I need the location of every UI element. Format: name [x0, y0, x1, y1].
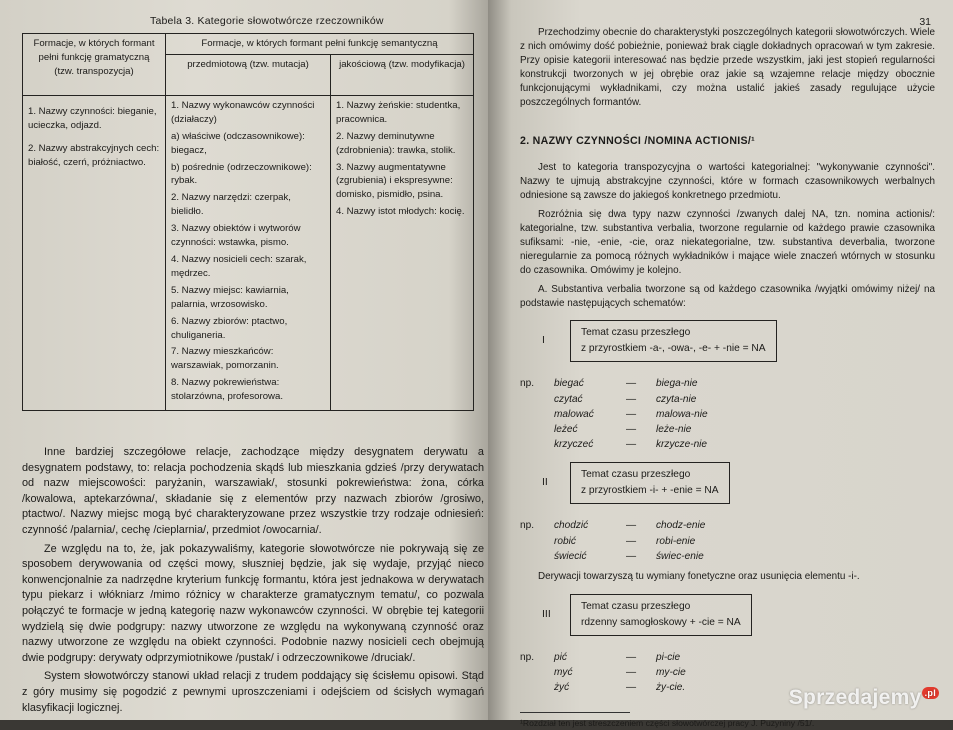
paragraph: A. Substantiva verbalia tworzone są od każdego czasownika /wyjątki omówimy niżej/ na podstawie następujących schematów:	[520, 283, 935, 309]
scheme-line: z przyrostkiem -a-, -owa-, -e- + -nie = NA	[581, 343, 766, 355]
col-mutation	[166, 95, 331, 410]
col-modification	[331, 95, 474, 410]
scheme-box	[542, 462, 935, 504]
dash: —	[625, 393, 637, 405]
noun: czyta-nie	[656, 393, 697, 405]
verb: malować	[554, 408, 594, 420]
list-item: 4. Nazwy istot młodych: kocię.	[336, 206, 465, 218]
dash: —	[625, 378, 637, 390]
np-label: np.	[520, 378, 535, 390]
paragraph: Inne bardziej szczegółowe relacje, zachodzące między desygnatem derywatu a desygnatem podstawy, to: relacja pochodzenia skądś lub mieszkania gdzieś /przy derywatach od nazw miejscowości: paryżanin, warszawiak/, stosunki pokrewieństwa: żona, córka /kowalowa, aptekarzówna/, składanie się z elementów przy nazwach zbiorów /grosiwo, ptactwo/. Nazwy miejsc mogą być charakteryzowane przez wszystkie trzy rodzaje odniesień: czynność /palarnia/, cechę /cieplarnia/, przedmiot /owocarnia/.	[22, 446, 484, 536]
right-page	[488, 0, 953, 728]
verb: chodzić	[554, 520, 589, 532]
categories-table	[22, 33, 474, 411]
paragraph: Jest to kategoria transpozycyjna o wartości kategorialnej: "wykonywanie czynności". Nazwy te ujmują abstrakcyjne czynności, które w formach czasownikowych werbalnych odniesione są zawsze do jakiegoś konkretnego przedmiotu.	[520, 162, 935, 202]
scheme-line: z przyrostkiem -i- + -enie = NA	[581, 485, 719, 497]
verb: myć	[554, 667, 573, 679]
footnote: ¹Rozdział ten jest streszczeniem części słowotwórczej pracy J. Puzyniny /51/.	[520, 717, 815, 728]
noun: robi-enie	[656, 535, 696, 547]
list-item	[520, 665, 935, 680]
verb: żyć	[554, 682, 570, 694]
list-item: 8. Nazwy pokrewieństwa: stolarzówna, profesorowa.	[171, 377, 283, 403]
list-item: 5. Nazwy miejsc: kawiarnia, palarnia, wrzosowisko.	[171, 284, 289, 310]
noun: krzycze-nie	[656, 439, 708, 451]
paragraph: Derywacji towarzyszą tu wymiany fonetyczne oraz usunięcia elementu -i-.	[538, 571, 860, 583]
verb: czytać	[554, 393, 583, 405]
scheme-number: II	[542, 476, 548, 489]
dash: —	[625, 439, 637, 451]
watermark-badge: .pl	[922, 687, 939, 699]
right-body-text	[520, 26, 935, 730]
paragraph: Ze względu na to, że, jak pokazywaliśmy, kategorie słowotwórcze nie pokrywają się ze sposobem derywowania od części mowy, słuszniej będzie, jak się wydaje, przyjąć nieco konwencjonalnie za nadrzędne kryterium funkcję formantu, która jest jednakowa w derywatach typu piekarz i włókniarz /mimo różnicy w charakterze gramatycznym tematu/, co pozwala połączyć te formacje w jedną kategorię nazw wykonawców czynności. W obrębie tej kategorii wydzielą się dwie podgrupy: nazwy utworzone ze względu na wykonywaną czynność oraz nazwy utworzone ze względu na obiekt czynności. Podobnie nazwy nosicieli cech obejmują dwie podgrupy: derywaty odprzymiotnikowe /pustak/ i odrzeczownikowe /druciak/.	[22, 542, 484, 664]
watermark-logo	[789, 686, 939, 710]
scheme-box	[542, 594, 935, 636]
footnote-divider	[520, 712, 630, 713]
verb: krzyczeć	[554, 439, 594, 451]
list-item: 7. Nazwy mieszkańców: warszawiak, pomorzanin.	[171, 346, 279, 372]
list-item: 1. Nazwy wykonawców czynności (działaczy)	[171, 99, 315, 125]
noun: chodz-enie	[656, 520, 706, 532]
list-item: 2. Nazwy narzędzi: czerpak, bielidło.	[171, 192, 291, 218]
list-item: a) właściwe (odczasownikowe): biegacz,	[171, 130, 305, 156]
verb: biegać	[554, 378, 584, 390]
header-mutation: przedmiotową (tzw. mutacja)	[166, 54, 331, 95]
list-item	[520, 376, 935, 391]
examples-list	[520, 376, 935, 452]
list-item	[520, 518, 935, 533]
page-number: 31	[919, 16, 931, 28]
paragraph: Przechodzimy obecnie do charakterystyki poszczególnych kategorii słowotwórczych. Wiele z nich omówimy dość pobieżnie, ponieważ brak ciągle dokładnych opracowań w tym zakresie. Przy opisie kategorii interesować nas będzie przede wszystkim, jaki jest stopień regularności konstrukcji tworzonych w jej obrębie oraz jakie są wzajemne relacje między obocznie funkcjonującymi wykładnikami, czy można ustalić jakieś zasady regulujące użycie poszczególnych formantów.	[520, 27, 935, 108]
list-item: 3. Nazwy augmentatywne (zgrubienia) i ekspresywne: domisko, pismidło, psina.	[336, 161, 453, 201]
verb: leżeć	[554, 424, 578, 436]
np-label: np.	[520, 520, 535, 532]
list-item: b) pośrednie (odrzeczownikowe): rybak.	[171, 161, 312, 187]
list-item	[520, 650, 935, 665]
table-caption: Tabela 3. Kategorie słowotwórcze rzeczowników	[150, 15, 384, 27]
scheme-formula	[570, 462, 730, 504]
noun: ży-cie.	[656, 682, 686, 694]
noun: leże-nie	[656, 424, 692, 436]
scheme-line: rdzenny samogłoskowy + -cie = NA	[581, 616, 741, 628]
list-item: 3. Nazwy obiektów i wytworów czynności: wstawka, pismo.	[171, 223, 301, 249]
list-item	[520, 407, 935, 422]
np-label: np.	[520, 651, 535, 663]
list-item	[520, 422, 935, 437]
list-item	[520, 534, 935, 549]
noun: biega-nie	[656, 378, 698, 390]
scheme-formula	[570, 594, 752, 636]
col-transposition	[23, 95, 166, 410]
verb: robić	[554, 535, 576, 547]
section-heading: 2. NAZWY CZYNNOŚCI /NOMINA ACTIONIS/¹	[520, 135, 755, 148]
dash: —	[625, 550, 637, 562]
noun: świec-enie	[656, 550, 704, 562]
scheme-line: Temat czasu przeszłego	[581, 600, 691, 612]
header-modification: jakościową (tzw. modyfikacja)	[331, 54, 474, 95]
list-item: 6. Nazwy zbiorów: ptactwo, chuliganeria.	[171, 315, 288, 341]
scheme-line: Temat czasu przeszłego	[581, 327, 691, 339]
scheme-number: III	[542, 607, 551, 620]
scheme-line: Temat czasu przeszłego	[581, 469, 691, 481]
dash: —	[625, 535, 637, 547]
left-body-text	[22, 445, 484, 719]
header-semantic: Formacje, w których formant pełni funkcję semantyczną	[166, 34, 474, 55]
dash: —	[625, 408, 637, 420]
scheme-formula	[570, 320, 777, 362]
list-item: 2. Nazwy abstrakcyjnych cech: białość, czerń, próżniactwo.	[28, 142, 160, 168]
verb: pić	[554, 651, 567, 663]
watermark-text: Sprzedajemy	[788, 686, 922, 709]
dash: —	[625, 667, 637, 679]
list-item: 2. Nazwy deminutywne (zdrobnienia): trawka, stolik.	[336, 130, 456, 156]
list-item: 4. Nazwy nosicieli cech: szarak, mędrzec.	[171, 253, 307, 279]
list-item	[520, 392, 935, 407]
verb: świecić	[554, 550, 587, 562]
noun: malowa-nie	[656, 408, 708, 420]
list-item: 1. Nazwy żeńskie: studentka, pracownica.	[336, 99, 461, 125]
scheme-box	[542, 320, 935, 362]
dash: —	[625, 651, 637, 663]
dash: —	[625, 520, 637, 532]
list-item	[520, 549, 935, 564]
noun: my-cie	[656, 667, 686, 679]
list-item: 1. Nazwy czynności: bieganie, ucieczka, odjazd.	[28, 105, 157, 131]
paragraph: System słowotwórczy stanowi układ relacji z trudem poddający się ścisłemu opisowi. Stąd z góry musimy się pogodzić z pewnymi uproszczeniami i odejściem od ścisłych wymagań klasyfikacji logicznej.	[22, 670, 484, 714]
list-item	[520, 437, 935, 452]
header-transposition: Formacje, w których formant pełni funkcję gramatyczną (tzw. transpozycja)	[23, 34, 166, 96]
dash: —	[625, 424, 637, 436]
scheme-number: I	[542, 334, 545, 347]
paragraph: Rozróżnia się dwa typy nazw czynności /zwanych dalej NA, tzn. nomina actionis/: kategorialne, tzw. substantiva verbalia, tworzone regularnie od każdego prawie czasownika sufiksami: -nie, -enie, -cie, oraz niekategorialne, tzw. substantiva deverbalia, tworzone nieregularnie za pomocą różnych wykładników i mające wiele znaczeń wtórnych w stosunku do czasownika. Omówimy je kolejno.	[520, 209, 935, 276]
dash: —	[625, 682, 637, 694]
noun: pi-cie	[656, 651, 681, 663]
examples-list	[520, 518, 935, 564]
